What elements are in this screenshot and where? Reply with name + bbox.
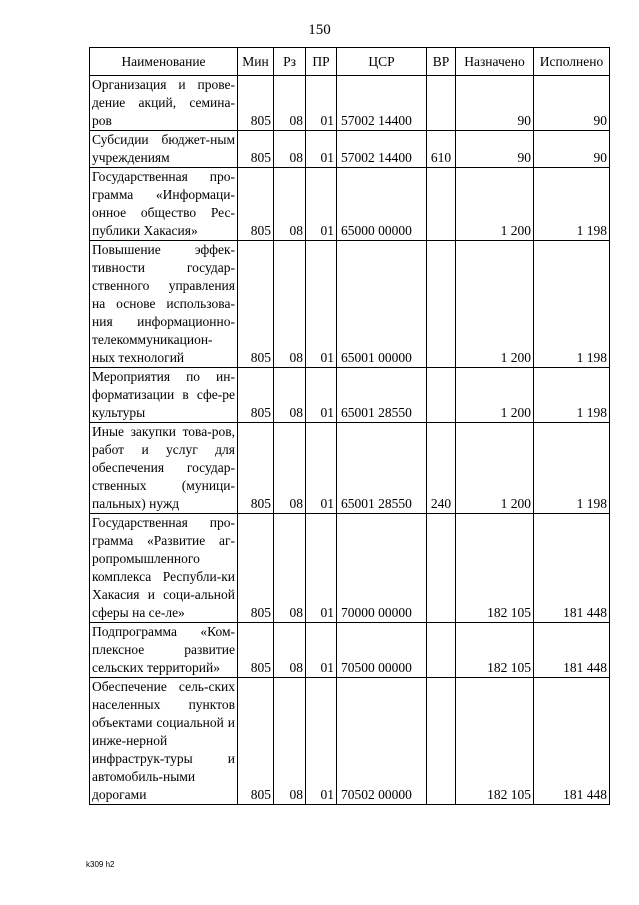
- table-row: [90, 678, 610, 805]
- cell-min: 805: [238, 423, 274, 514]
- cell-rz: 08: [274, 131, 306, 168]
- cell-pr: 01: [306, 368, 337, 423]
- cell-rz: 08: [274, 368, 306, 423]
- table-row: [90, 241, 610, 368]
- cell-pr: 01: [306, 423, 337, 514]
- cell-rz: 08: [274, 678, 306, 805]
- cell-min: 805: [238, 131, 274, 168]
- cell-rz: 08: [274, 241, 306, 368]
- cell-pr: 01: [306, 131, 337, 168]
- cell-csr: 65000 00000: [337, 168, 427, 241]
- cell-name: Государственная про-грамма «Информаци-онное общество Рес-публики Хакасия»: [90, 168, 238, 241]
- cell-name: Субсидии бюджет-ным учреждениям: [90, 131, 238, 168]
- cell-min: 805: [238, 623, 274, 678]
- cell-vr: 610: [427, 131, 456, 168]
- cell-pr: 01: [306, 168, 337, 241]
- col-header-min: Мин: [238, 48, 274, 76]
- cell-name: Иные закупки това-ров, работ и услуг для обеспечения государ-ственных (муници-пальных) нужд: [90, 423, 238, 514]
- cell-rz: 08: [274, 514, 306, 623]
- table-row: [90, 514, 610, 623]
- cell-vr: [427, 623, 456, 678]
- cell-vr: [427, 76, 456, 131]
- cell-vr: [427, 241, 456, 368]
- cell-executed: 1 198: [534, 423, 610, 514]
- cell-vr: [427, 678, 456, 805]
- cell-pr: 01: [306, 241, 337, 368]
- cell-vr: [427, 368, 456, 423]
- col-header-csr: ЦСР: [337, 48, 427, 76]
- col-header-vr: ВР: [427, 48, 456, 76]
- col-header-executed: Исполнено: [534, 48, 610, 76]
- cell-rz: 08: [274, 623, 306, 678]
- cell-csr: 70000 00000: [337, 514, 427, 623]
- cell-rz: 08: [274, 168, 306, 241]
- cell-csr: 70500 00000: [337, 623, 427, 678]
- cell-vr: [427, 514, 456, 623]
- table-row: [90, 423, 610, 514]
- cell-pr: 01: [306, 514, 337, 623]
- cell-name: Организация и прове-дение акций, семина-ров: [90, 76, 238, 131]
- cell-csr: 57002 14400: [337, 76, 427, 131]
- cell-assigned: 182 105: [456, 678, 534, 805]
- cell-csr: 65001 28550: [337, 368, 427, 423]
- cell-executed: 181 448: [534, 514, 610, 623]
- footer-code: k309 h2: [86, 860, 115, 869]
- cell-assigned: 1 200: [456, 368, 534, 423]
- cell-executed: 1 198: [534, 168, 610, 241]
- cell-rz: 08: [274, 76, 306, 131]
- cell-assigned: 1 200: [456, 168, 534, 241]
- cell-csr: 65001 28550: [337, 423, 427, 514]
- cell-executed: 90: [534, 76, 610, 131]
- cell-min: 805: [238, 76, 274, 131]
- cell-min: 805: [238, 368, 274, 423]
- cell-executed: 1 198: [534, 368, 610, 423]
- cell-executed: 181 448: [534, 678, 610, 805]
- cell-assigned: 90: [456, 131, 534, 168]
- cell-rz: 08: [274, 423, 306, 514]
- table-row: [90, 131, 610, 168]
- cell-csr: 57002 14400: [337, 131, 427, 168]
- cell-assigned: 90: [456, 76, 534, 131]
- cell-min: 805: [238, 168, 274, 241]
- cell-name: Обеспечение сель-ских населенных пунктов объектами социальной и инже-нерной инфраструк-туры и автомобиль-ными дорогами: [90, 678, 238, 805]
- cell-executed: 1 198: [534, 241, 610, 368]
- table-header-row: [90, 48, 610, 76]
- cell-pr: 01: [306, 623, 337, 678]
- table-row: [90, 368, 610, 423]
- table-row: [90, 623, 610, 678]
- cell-vr: 240: [427, 423, 456, 514]
- cell-assigned: 182 105: [456, 623, 534, 678]
- cell-assigned: 1 200: [456, 423, 534, 514]
- cell-executed: 90: [534, 131, 610, 168]
- cell-name: Государственная про-грамма «Развитие аг-ропромышленного комплекса Республи-ки Хакасия и соци-альной сферы на се-ле»: [90, 514, 238, 623]
- cell-executed: 181 448: [534, 623, 610, 678]
- cell-assigned: 1 200: [456, 241, 534, 368]
- table-row: [90, 76, 610, 131]
- cell-name: Мероприятия по ин-форматизации в сфе-ре культуры: [90, 368, 238, 423]
- cell-vr: [427, 168, 456, 241]
- page-number: 150: [308, 22, 331, 38]
- col-header-pr: ПР: [306, 48, 337, 76]
- col-header-rz: Рз: [274, 48, 306, 76]
- cell-name: Повышение эффек-тивности государ-ственного управления на основе использова-ния информационно-телекоммуникацион-ных технологий: [90, 241, 238, 368]
- col-header-name: Наименование: [90, 48, 238, 76]
- cell-csr: 70502 00000: [337, 678, 427, 805]
- cell-min: 805: [238, 514, 274, 623]
- col-header-assigned: Назначено: [456, 48, 534, 76]
- table-row: [90, 168, 610, 241]
- cell-min: 805: [238, 678, 274, 805]
- budget-table: [89, 47, 610, 805]
- cell-pr: 01: [306, 76, 337, 131]
- cell-assigned: 182 105: [456, 514, 534, 623]
- cell-csr: 65001 00000: [337, 241, 427, 368]
- cell-name: Подпрограмма «Ком-плексное развитие сельских территорий»: [90, 623, 238, 678]
- cell-pr: 01: [306, 678, 337, 805]
- cell-min: 805: [238, 241, 274, 368]
